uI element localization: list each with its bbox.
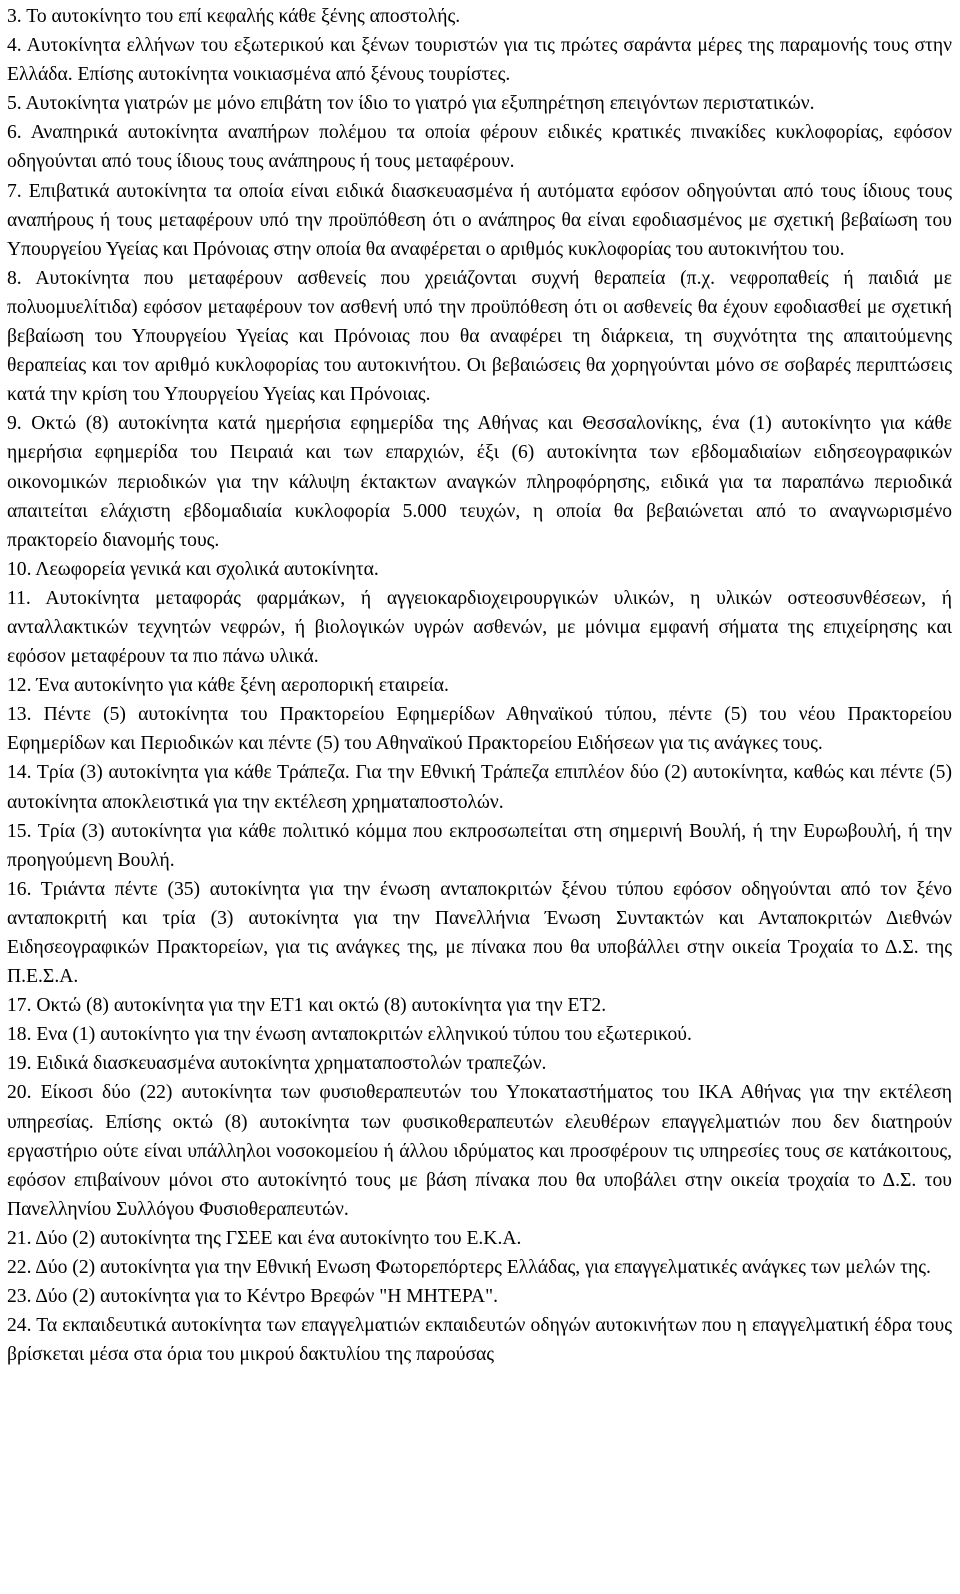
list-item-14: 14. Τρία (3) αυτοκίνητα για κάθε Τράπεζα. Για την Εθνική Τράπεζα επιπλέον δύο (2) αυτοκίνητα, καθώς και πέντε (5) αυτοκίνητα αποκλειστικά για την εκτέλεση χρηματαποστολών.	[7, 762, 952, 813]
list-item-19: 19. Ειδικά διασκευασμένα αυτοκίνητα χρηματαποστολών τραπεζών.	[7, 1053, 547, 1075]
list-item-3: 3. Το αυτοκίνητο του επί κεφαλής κάθε ξένης αποστολής.	[7, 6, 461, 27]
list-item-17: 17. Οκτώ (8) αυτοκίνητα για την ΕΤ1 και οκτώ (8) αυτοκίνητα για την ΕΤ2.	[7, 995, 607, 1017]
list-item-13: 13. Πέντε (5) αυτοκίνητα του Πρακτορείου Εφημερίδων Αθηναϊκού τύπου, πέντε (5) του νέου Πρακτορείου Εφημερίδων και Περιοδικών και πέντε (5) του Αθηναϊκού Πρακτορείου Ειδήσεων για τις ανάγκες τους.	[7, 704, 952, 755]
list-item-21: 21. Δύο (2) αυτοκίνητα της ΓΣΕΕ και ένα αυτοκίνητο του Ε.Κ.Α.	[7, 1227, 522, 1249]
list-item-4: 4. Αυτοκίνητα ελλήνων του εξωτερικού και ξένων τουριστών για τις πρώτες σαράντα μέρες της παραμονής τους στην Ελλάδα. Επίσης αυτοκίνητα νοικιασμένα από ξένους τουρίστες.	[7, 35, 952, 86]
list-item-9: 9. Οκτώ (8) αυτοκίνητα κατά ημερήσια εφημερίδα της Αθήνας και Θεσσαλονίκης, ένα (1) αυτοκίνητο για κάθε ημερήσια εφημερίδα του Πειραιά και των επαρχιών, έξι (6) αυτοκίνητα των εβδομαδιαίων ειδησεογραφικών οικονομικών περιοδικών για την κάλυψη έκτακτων αναγκών πληροφόρησης, ειδικά για τα παραπάνω περιοδικά απαιτείται ελάχιστη εβδομαδιαία κυκλοφορία 5.000 τευχών, η οποία θα βεβαιώνεται από το αναγνωρισμένο πρακτορείο διανομής τους.	[7, 413, 952, 551]
list-item-20: 20. Είκοσι δύο (22) αυτοκίνητα των φυσιοθεραπευτών του Υποκαταστήματος του ΙΚΑ Αθήνας για την εκτέλεση υπηρεσίας. Επίσης οκτώ (8) αυτοκίνητα των φυσικοθεραπευτών ελευθέρων επαγγελματιών που δεν διατηρούν εργαστήριο ούτε είναι υπάλληλοι νοσοκομείου ή άλλου ιδρύματος και προσφέρουν τις υπηρεσίες τους σε κατάκοιτους, εφόσον επιβαίνουν μόνοι στο αυτοκίνητό τους με βάση πίνακα που θα υποβάλει στην οικεία τροχαία το Δ.Σ. του Πανελληνίου Συλλόγου Φυσιοθεραπευτών.	[7, 1082, 952, 1220]
list-item-24: 24. Τα εκπαιδευτικά αυτοκίνητα των επαγγελματιών εκπαιδευτών οδηγών αυτοκινήτων που η επαγγελματική έδρα τους βρίσκεται μέσα στα όρια του μικρού δακτυλίου της παρούσας	[7, 1315, 952, 1366]
list-item-7: 7. Επιβατικά αυτοκίνητα τα οποία είναι ειδικά διασκευασμένα ή αυτόματα εφόσον οδηγούνται από τους ίδιους τους αναπήρους ή τους μεταφέρουν υπό την προϋπόθεση ότι ο ανάπηρος θα είναι εφοδιασμένος με σχετική βεβαίωση του Υπουργείου Υγείας και Πρόνοιας στην οποία θα αναφέρεται ο αριθμός κυκλοφορίας του αυτοκινήτου του.	[7, 180, 952, 260]
list-item-12: 12. Ένα αυτοκίνητο για κάθε ξένη αεροπορική εταιρεία.	[7, 675, 449, 697]
list-item-5: 5. Αυτοκίνητα γιατρών με μόνο επιβάτη τον ίδιο το γιατρό για εξυπηρέτηση επειγόντων περιστατικών.	[7, 93, 815, 115]
list-item-22: 22. Δύο (2) αυτοκίνητα για την Εθνική Ενωση Φωτορεπόρτερς Ελλάδας, για επαγγελματικές ανάγκες των μελών της.	[7, 1257, 931, 1279]
list-item-8: 8. Αυτοκίνητα που μεταφέρουν ασθενείς που χρειάζονται συχνή θεραπεία (π.χ. νεφροπαθείς ή παιδιά με πολυομυελίτιδα) εφόσον μεταφέρουν τον ασθενή υπό την προϋπόθεση ότι οι ασθενείς θα έχουν εφοδιασθεί με σχετική βεβαίωση του Υπουργείου Υγείας και Πρόνοιας που θα αναφέρει τη διάρκεια, τη συχνότητα της απαιτούμενης θεραπείας και τον αριθμό κυκλοφορίας του αυτοκινήτου. Οι βεβαιώσεις θα χορηγούνται μόνο σε σοβαρές περιπτώσεις κατά την κρίση του Υπουργείου Υγείας και Πρόνοιας.	[7, 267, 952, 406]
list-item-10: 10. Λεωφορεία γενικά και σχολικά αυτοκίνητα.	[7, 558, 379, 580]
list-item-6: 6. Αναπηρικά αυτοκίνητα αναπήρων πολέμου τα οποία φέρουν ειδικές κρατικές πινακίδες κυκλοφορίας, εφόσον οδηγούνται από τους ίδιους τους ανάπηρους ή τους μεταφέρουν.	[7, 122, 952, 173]
list-item-18: 18. Ενα (1) αυτοκίνητο για την ένωση ανταποκριτών ελληνικού τύπου του εξωτερικού.	[7, 1024, 692, 1046]
list-item-15: 15. Τρία (3) αυτοκίνητα για κάθε πολιτικό κόμμα που εκπροσωπείται στη σημερινή Βουλή, ή την Ευρωβουλή, ή την προηγούμενη Βουλή.	[7, 820, 952, 871]
list-item-23: 23. Δύο (2) αυτοκίνητα για το Κέντρο Βρεφών "Η ΜΗΤΕΡΑ".	[7, 1286, 498, 1308]
list-item-11: 11. Αυτοκίνητα μεταφοράς φαρμάκων, ή αγγειοκαρδιοχειρουργικών υλικών, η υλικών οστεοσυνθέσεων, ή ανταλλακτικών τεχνητών νεφρών, ή βιολογικών υγρών ασθενών, με μόνιμα εμφανή σήματα της επιχείρησης και εφόσον μεταφέρουν τα πιο πάνω υλικά.	[7, 587, 952, 668]
list-item-16: 16. Τριάντα πέντε (35) αυτοκίνητα για την ένωση ανταποκριτών ξένου τύπου εφόσον οδηγούνται από τον ξένο ανταποκριτή και τρία (3) αυτοκίνητα για την Πανελλήνια Ένωση Συντακτών και Ανταποκριτών Διεθνών Ειδησεογραφικών Πρακτορείων, για τις ανάγκες της, με πίνακα που θα υποβάλλει στην οικεία Τροχαία το Δ.Σ. της Π.Ε.Σ.Α.	[7, 878, 952, 988]
